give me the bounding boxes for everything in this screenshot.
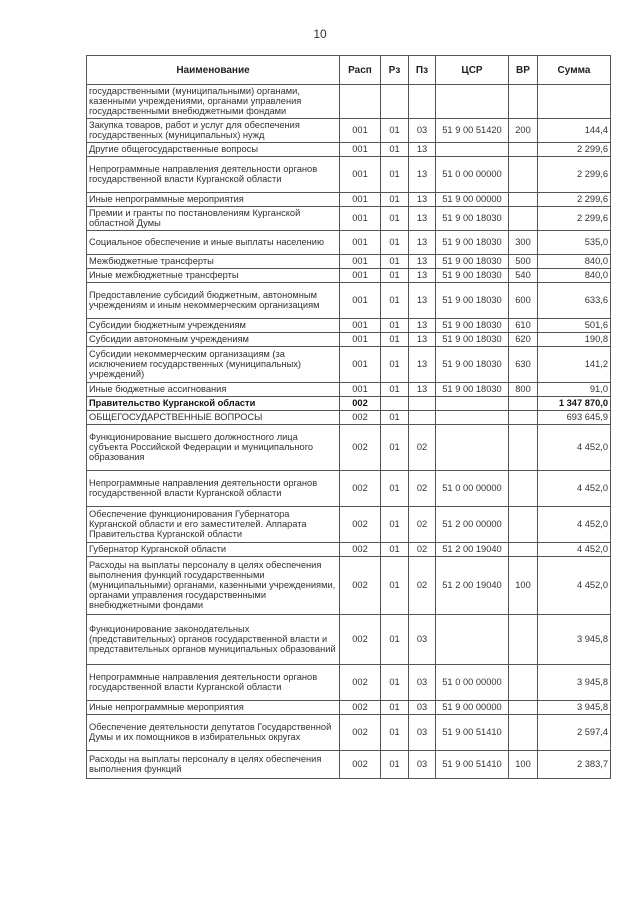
cell-csr: 51 9 00 18030 <box>436 268 509 282</box>
cell-vr: 600 <box>509 282 538 318</box>
cell-name: Функционирование законодательных (представительных) органов государственной власти и представительных органов муниципальных образований <box>87 614 340 664</box>
header-sum: Сумма <box>538 56 611 85</box>
cell-csr: 51 0 00 00000 <box>436 664 509 700</box>
table-row <box>87 282 611 318</box>
cell-sum <box>538 85 611 119</box>
cell-name: Закупка товаров, работ и услуг для обеспечения государственных (муниципальных) нужд <box>87 118 340 142</box>
cell-rz: 01 <box>381 556 409 614</box>
cell-name: Иные межбюджетные трансферты <box>87 268 340 282</box>
cell-rz: 01 <box>381 542 409 556</box>
cell-rasp: 002 <box>340 556 381 614</box>
cell-vr <box>509 542 538 556</box>
cell-sum: 91,0 <box>538 382 611 396</box>
table-row <box>87 470 611 506</box>
cell-pz: 02 <box>409 470 436 506</box>
table-row <box>87 156 611 192</box>
table-header <box>87 56 611 85</box>
table-row <box>87 700 611 714</box>
cell-rasp: 001 <box>340 192 381 206</box>
cell-rasp: 001 <box>340 282 381 318</box>
cell-rz: 01 <box>381 506 409 542</box>
cell-rz: 01 <box>381 470 409 506</box>
table-body <box>87 85 611 779</box>
cell-sum: 840,0 <box>538 254 611 268</box>
cell-csr: 51 9 00 00000 <box>436 700 509 714</box>
cell-rz: 01 <box>381 254 409 268</box>
cell-sum: 2 299,6 <box>538 156 611 192</box>
cell-pz: 03 <box>409 664 436 700</box>
cell-name: Субсидии некоммерческим организациям (за исключением государственных (муниципальных) учреждений) <box>87 346 340 382</box>
cell-sum: 2 383,7 <box>538 750 611 778</box>
cell-sum: 144,4 <box>538 118 611 142</box>
cell-name: Иные бюджетные ассигнования <box>87 382 340 396</box>
cell-pz: 02 <box>409 424 436 470</box>
table-row <box>87 230 611 254</box>
cell-csr: 51 9 00 51420 <box>436 118 509 142</box>
cell-rasp: 001 <box>340 332 381 346</box>
cell-vr <box>509 664 538 700</box>
cell-rasp: 001 <box>340 230 381 254</box>
cell-rasp: 002 <box>340 470 381 506</box>
cell-vr: 800 <box>509 382 538 396</box>
cell-csr <box>436 85 509 119</box>
cell-rz: 01 <box>381 268 409 282</box>
cell-rz: 01 <box>381 118 409 142</box>
cell-name: Субсидии бюджетным учреждениям <box>87 318 340 332</box>
cell-sum: 4 452,0 <box>538 424 611 470</box>
cell-vr: 620 <box>509 332 538 346</box>
cell-sum: 1 347 870,0 <box>538 396 611 410</box>
cell-name: Губернатор Курганской области <box>87 542 340 556</box>
header-pz: Пз <box>409 56 436 85</box>
cell-rasp: 002 <box>340 664 381 700</box>
table-row <box>87 254 611 268</box>
cell-csr: 51 9 00 18030 <box>436 282 509 318</box>
cell-sum: 633,6 <box>538 282 611 318</box>
cell-rz: 01 <box>381 142 409 156</box>
cell-name: Функционирование высшего должностного лица субъекта Российской Федерации и муниципального образования <box>87 424 340 470</box>
cell-vr: 610 <box>509 318 538 332</box>
cell-csr <box>436 614 509 664</box>
cell-name: Другие общегосударственные вопросы <box>87 142 340 156</box>
cell-csr: 51 2 00 00000 <box>436 506 509 542</box>
cell-csr: 51 9 00 18030 <box>436 230 509 254</box>
cell-csr: 51 9 00 18030 <box>436 332 509 346</box>
header-rasp: Расп <box>340 56 381 85</box>
budget-table <box>86 55 611 779</box>
cell-csr: 51 0 00 00000 <box>436 470 509 506</box>
cell-rz <box>381 396 409 410</box>
cell-vr: 630 <box>509 346 538 382</box>
cell-pz: 02 <box>409 542 436 556</box>
table-row <box>87 424 611 470</box>
cell-pz: 13 <box>409 254 436 268</box>
cell-vr: 100 <box>509 556 538 614</box>
table-row <box>87 750 611 778</box>
cell-sum: 3 945,8 <box>538 614 611 664</box>
cell-rz: 01 <box>381 346 409 382</box>
cell-csr: 51 9 00 18030 <box>436 382 509 396</box>
header-csr: ЦСР <box>436 56 509 85</box>
cell-sum: 4 452,0 <box>538 542 611 556</box>
cell-rz: 01 <box>381 750 409 778</box>
cell-rasp: 002 <box>340 542 381 556</box>
table-row <box>87 556 611 614</box>
header-vr: ВР <box>509 56 538 85</box>
cell-name: Непрограммные направления деятельности органов государственной власти Курганской области <box>87 156 340 192</box>
cell-pz: 02 <box>409 506 436 542</box>
cell-csr: 51 9 00 51410 <box>436 714 509 750</box>
cell-pz: 13 <box>409 332 436 346</box>
table-row <box>87 542 611 556</box>
table-row <box>87 192 611 206</box>
cell-csr: 51 9 00 18030 <box>436 346 509 382</box>
cell-csr: 51 9 00 18030 <box>436 318 509 332</box>
cell-rasp: 002 <box>340 614 381 664</box>
header-rz: Рз <box>381 56 409 85</box>
cell-rasp: 002 <box>340 700 381 714</box>
cell-rasp: 001 <box>340 318 381 332</box>
cell-name: Расходы на выплаты персоналу в целях обеспечения выполнения функций <box>87 750 340 778</box>
cell-name: Премии и гранты по постановлениям Курганской областной Думы <box>87 206 340 230</box>
table-row <box>87 714 611 750</box>
cell-rz: 01 <box>381 664 409 700</box>
cell-name: Правительство Курганской области <box>87 396 340 410</box>
cell-sum: 3 945,8 <box>538 664 611 700</box>
cell-rasp <box>340 85 381 119</box>
cell-rasp: 001 <box>340 142 381 156</box>
cell-rasp: 001 <box>340 268 381 282</box>
cell-csr <box>436 396 509 410</box>
cell-sum: 840,0 <box>538 268 611 282</box>
cell-vr <box>509 410 538 424</box>
cell-rz: 01 <box>381 424 409 470</box>
cell-rz: 01 <box>381 332 409 346</box>
cell-rasp: 001 <box>340 118 381 142</box>
cell-sum: 4 452,0 <box>538 470 611 506</box>
cell-rz: 01 <box>381 382 409 396</box>
cell-rasp: 002 <box>340 506 381 542</box>
cell-vr <box>509 85 538 119</box>
cell-csr: 51 2 00 19040 <box>436 542 509 556</box>
cell-vr: 100 <box>509 750 538 778</box>
cell-rz: 01 <box>381 700 409 714</box>
cell-pz: 02 <box>409 556 436 614</box>
table-row <box>87 614 611 664</box>
cell-rasp: 001 <box>340 254 381 268</box>
cell-rasp: 002 <box>340 410 381 424</box>
cell-name: Иные непрограммные мероприятия <box>87 192 340 206</box>
cell-rz: 01 <box>381 192 409 206</box>
cell-name: Расходы на выплаты персоналу в целях обеспечения выполнения функций государственными (муниципальными) органами, казенными учреждениями, органами управления государственными внебюджетными фондами <box>87 556 340 614</box>
cell-pz: 13 <box>409 282 436 318</box>
cell-pz: 13 <box>409 346 436 382</box>
cell-pz: 13 <box>409 156 436 192</box>
cell-csr: 51 9 00 18030 <box>436 254 509 268</box>
table-row <box>87 142 611 156</box>
cell-sum: 3 945,8 <box>538 700 611 714</box>
cell-sum: 501,6 <box>538 318 611 332</box>
cell-name: Непрограммные направления деятельности органов государственной власти Курганской области <box>87 470 340 506</box>
cell-name: Субсидии автономным учреждениям <box>87 332 340 346</box>
cell-rz: 01 <box>381 614 409 664</box>
table-row <box>87 506 611 542</box>
cell-sum: 190,8 <box>538 332 611 346</box>
table-row <box>87 85 611 119</box>
cell-sum: 141,2 <box>538 346 611 382</box>
cell-rz: 01 <box>381 206 409 230</box>
table-row <box>87 318 611 332</box>
cell-vr <box>509 156 538 192</box>
table-row <box>87 332 611 346</box>
cell-rasp: 001 <box>340 346 381 382</box>
cell-pz: 13 <box>409 268 436 282</box>
cell-name: Межбюджетные трансферты <box>87 254 340 268</box>
cell-sum: 693 645,9 <box>538 410 611 424</box>
cell-vr <box>509 424 538 470</box>
cell-vr <box>509 614 538 664</box>
table-row <box>87 410 611 424</box>
cell-rz: 01 <box>381 282 409 318</box>
cell-rasp: 001 <box>340 206 381 230</box>
cell-name: Обеспечение функционирования Губернатора Курганской области и его заместителей. Аппарата Правительства Курганской области <box>87 506 340 542</box>
cell-csr: 51 9 00 00000 <box>436 192 509 206</box>
header-name: Наименование <box>87 56 340 85</box>
cell-rz: 01 <box>381 230 409 254</box>
cell-name: Обеспечение деятельности депутатов Государственной Думы и их помощников в избирательных округах <box>87 714 340 750</box>
cell-rasp: 002 <box>340 714 381 750</box>
cell-vr <box>509 700 538 714</box>
cell-vr <box>509 142 538 156</box>
cell-vr <box>509 206 538 230</box>
cell-pz <box>409 410 436 424</box>
cell-rasp: 001 <box>340 382 381 396</box>
cell-pz: 03 <box>409 750 436 778</box>
cell-pz: 03 <box>409 700 436 714</box>
cell-pz <box>409 396 436 410</box>
cell-name: государственными (муниципальными) органами, казенными учреждениями, органами управления государственными внебюджетными фондами <box>87 85 340 119</box>
cell-rz: 01 <box>381 714 409 750</box>
cell-pz: 03 <box>409 714 436 750</box>
cell-name: Иные непрограммные мероприятия <box>87 700 340 714</box>
cell-sum: 2 597,4 <box>538 714 611 750</box>
cell-sum: 2 299,6 <box>538 206 611 230</box>
table-row <box>87 206 611 230</box>
cell-rasp: 002 <box>340 750 381 778</box>
cell-pz: 13 <box>409 230 436 254</box>
cell-pz: 03 <box>409 614 436 664</box>
table-row <box>87 396 611 410</box>
cell-csr <box>436 424 509 470</box>
table-row <box>87 268 611 282</box>
cell-csr <box>436 142 509 156</box>
cell-rz <box>381 85 409 119</box>
cell-name: Предоставление субсидий бюджетным, автономным учреждениям и иным некоммерческим организациям <box>87 282 340 318</box>
cell-vr <box>509 714 538 750</box>
cell-rz: 01 <box>381 156 409 192</box>
cell-pz: 13 <box>409 142 436 156</box>
cell-vr: 300 <box>509 230 538 254</box>
cell-csr: 51 2 00 19040 <box>436 556 509 614</box>
cell-pz <box>409 85 436 119</box>
cell-sum: 2 299,6 <box>538 192 611 206</box>
cell-rasp: 002 <box>340 396 381 410</box>
cell-pz: 03 <box>409 118 436 142</box>
cell-rasp: 001 <box>340 156 381 192</box>
cell-rasp: 002 <box>340 424 381 470</box>
cell-pz: 13 <box>409 318 436 332</box>
cell-vr: 200 <box>509 118 538 142</box>
cell-sum: 535,0 <box>538 230 611 254</box>
cell-vr: 540 <box>509 268 538 282</box>
cell-sum: 2 299,6 <box>538 142 611 156</box>
cell-name: ОБЩЕГОСУДАРСТВЕННЫЕ ВОПРОСЫ <box>87 410 340 424</box>
cell-rz: 01 <box>381 318 409 332</box>
cell-csr <box>436 410 509 424</box>
cell-name: Непрограммные направления деятельности органов государственной власти Курганской области <box>87 664 340 700</box>
cell-vr <box>509 396 538 410</box>
cell-pz: 13 <box>409 382 436 396</box>
table-row <box>87 382 611 396</box>
cell-csr: 51 9 00 51410 <box>436 750 509 778</box>
cell-vr: 500 <box>509 254 538 268</box>
cell-sum: 4 452,0 <box>538 506 611 542</box>
page-number: 10 <box>313 27 327 41</box>
cell-csr: 51 9 00 18030 <box>436 206 509 230</box>
cell-vr <box>509 506 538 542</box>
cell-sum: 4 452,0 <box>538 556 611 614</box>
table-row <box>87 346 611 382</box>
cell-vr <box>509 192 538 206</box>
cell-csr: 51 0 00 00000 <box>436 156 509 192</box>
table-row <box>87 664 611 700</box>
table-row <box>87 118 611 142</box>
cell-pz: 13 <box>409 192 436 206</box>
cell-name: Социальное обеспечение и иные выплаты населению <box>87 230 340 254</box>
cell-rz: 01 <box>381 410 409 424</box>
cell-vr <box>509 470 538 506</box>
cell-pz: 13 <box>409 206 436 230</box>
